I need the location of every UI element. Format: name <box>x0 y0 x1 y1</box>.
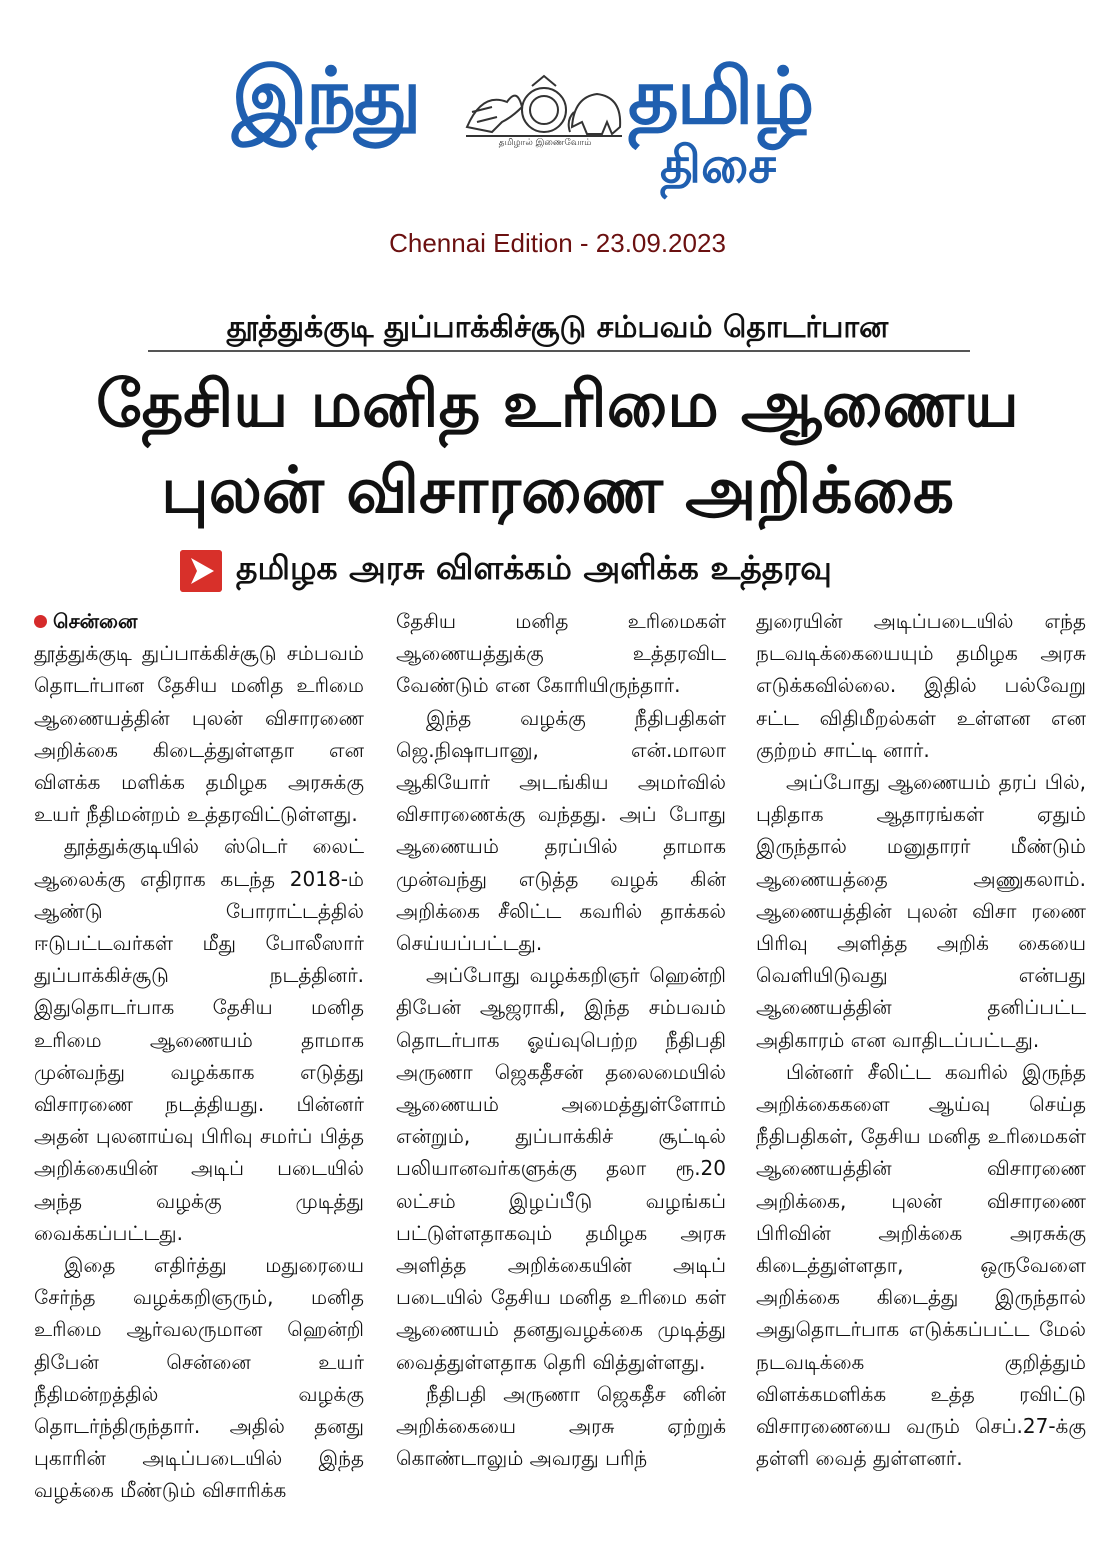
paragraph: தேசிய மனித உரிமைகள் ஆணையத்துக்கு உத்தரவிட வேண்டும் என கோரியிருந்தார். <box>396 609 726 698</box>
paragraph: இந்த வழக்கு நீதிபதிகள் ஜெ.நிஷாபானு, என்.மாலா ஆகியோர் அடங்கிய அமர்வில் விசாரணைக்கு வந்தது. அப் போது ஆணையம் தரப்பில் தாமாக முன்வந்து எடுத்த வழக் கின் அறிக்கை சீலிட்ட கவரில் தாக்கல் செய்யப்பட்டது. <box>396 705 726 956</box>
paragraph: அப்போது ஆணையம் தரப் பில், புதிதாக ஆதாரங்கள் ஏதும் இருந்தால் மனுதாரர் மீண்டும் ஆணையத்தை அணுகலாம். ஆணையத்தின் புலன் விசா ரணை பிரிவு அளித்த அறிக் கையை வெளியிடுவது என்பது ஆணையத்தின் தனிப்பட்ட அதிகாரம் என வாதிடப்பட்டது. <box>756 770 1086 1052</box>
headline-line-2: புலன் விசாரணை அறிக்கை <box>161 454 954 528</box>
edition-date: Chennai Edition - 23.09.2023 <box>389 228 726 258</box>
masthead <box>0 0 1115 215</box>
logo-subtitle: திசை <box>660 136 776 194</box>
article-headline <box>0 362 1115 534</box>
headline-line-1: தேசிய மனித உரிமை ஆணைய <box>96 368 1019 442</box>
paragraph: அப்போது வழக்கறிஞர் ஹென்றி திபேன் ஆஜராகி, இந்த சம்பவம் தொடர்பாக ஓய்வுபெற்ற நீதிபதி அருணா ஜெகதீசன் தலைமையில் ஆணையம் அமைத்துள்ளோம் என்றும், துப்பாக்கிச் சூட்டில் பலியானவர்களுக்கு தலா ரூ.20 லட்சம் இழப்பீடு வழங்கப் பட்டுள்ளதாகவும் தமிழக அரசு அளித்த அறிக்கையின் அடிப் படையில் தேசிய மனித உரிமை கள் ஆணையம் தனதுவழக்கை முடித்து வைத்துள்ளதாக தெரி வித்துள்ளது. <box>396 963 726 1374</box>
paragraph: துரையின் அடிப்படையில் எந்த நடவடிக்கையையும் தமிழக அரசு எடுக்கவில்லை. இதில் பல்வேறு சட்ட விதிமீறல்கள் உள்ளன என குற்றம் சாட்டி னார். <box>756 609 1086 762</box>
logo-title-right: தமிழ் <box>628 52 813 142</box>
paragraph: இதை எதிர்த்து மதுரையை சேர்ந்த வழக்கறிஞரும், மனித உரிமை ஆர்வலருமான ஹென்றி திபேன் சென்னை உயர் நீதிமன்றத்தில் வழக்கு தொடர்ந்திருந்தார். அதில் தனது புகாரின் அடிப்படையில் இந்த வழக்கை மீண்டும் விசாரிக்க <box>34 1253 364 1503</box>
dateline-dot-icon <box>34 615 47 628</box>
article-deck <box>180 546 960 596</box>
paragraph: பின்னர் சீலிட்ட கவரில் இருந்த அறிக்கைகளை ஆய்வு செய்த நீதிபதிகள், தேசிய மனித உரிமைகள் ஆணையத்தின் விசாரணை அறிக்கை, புலன் விசாரணை பிரிவின் அறிக்கை அரசுக்கு கிடைத்துள்ளதா, ஒருவேளை அறிக்கை கிடைத்து இருந்தால் அதுதொடர்பாக எடுக்கப்பட்ட மேல் நடவடிக்கை குறித்தும் விளக்கமளிக்க உத்த ரவிட்டு விசாரணையை வரும் செப்.27-க்கு தள்ளி வைத் துள்ளனர். <box>756 1059 1086 1471</box>
deck-text: தமிழக அரசு விளக்கம் அளிக்க உத்தரவு <box>236 548 832 587</box>
logo-title-left: இந்து <box>232 52 420 142</box>
logo-tagline: தமிழால் இணைவோம் <box>498 138 592 148</box>
dateline-text: சென்னை <box>53 609 138 633</box>
article-column-2 <box>396 605 726 1474</box>
paragraph: தூத்துக்குடியில் ஸ்டெர் லைட் ஆலைக்கு எதிராக கடந்த 2018-ம் ஆண்டு போராட்டத்தில் ஈடுபட்டவர்கள் மீது போலீஸார் துப்பாக்கிச்சூடு நடத்தினர். இதுதொடர்பாக தேசிய மனித உரிமை ஆணையம் தாமாக முன்வந்து வழக்காக எடுத்து விசாரணை நடத்தியது. பின்னர் அதன் புலனாய்வு பிரிவு சமர்ப் பித்த அறிக்கையின் அடிப் படையில் அந்த வழக்கு முடித்து வைக்கப்பட்டது. <box>34 834 364 1245</box>
dateline <box>34 605 364 637</box>
play-arrow-icon <box>180 550 222 592</box>
article-kicker: தூத்துக்குடி துப்பாக்கிச்சூடு சம்பவம் தொடர்பான <box>226 310 889 345</box>
article-column-3 <box>756 605 1086 1474</box>
kicker-divider <box>148 350 970 352</box>
paragraph: தூத்துக்குடி துப்பாக்கிச்சூடு சம்பவம் தொடர்பான தேசிய மனித உரிமை ஆணையத்தின் புலன் விசாரணை அறிக்கை கிடைத்துள்ளதா என விளக்க மளிக்க தமிழக அரசுக்கு உயர் நீதிமன்றம் உத்தரவிட்டுள்ளது. <box>34 641 364 827</box>
article-column-1 <box>34 605 364 1507</box>
paragraph: நீதிபதி அருணா ஜெகதீச னின் அறிக்கையை அரசு ஏற்றுக் கொண்டாலும் அவரது பரிந் <box>396 1381 726 1471</box>
